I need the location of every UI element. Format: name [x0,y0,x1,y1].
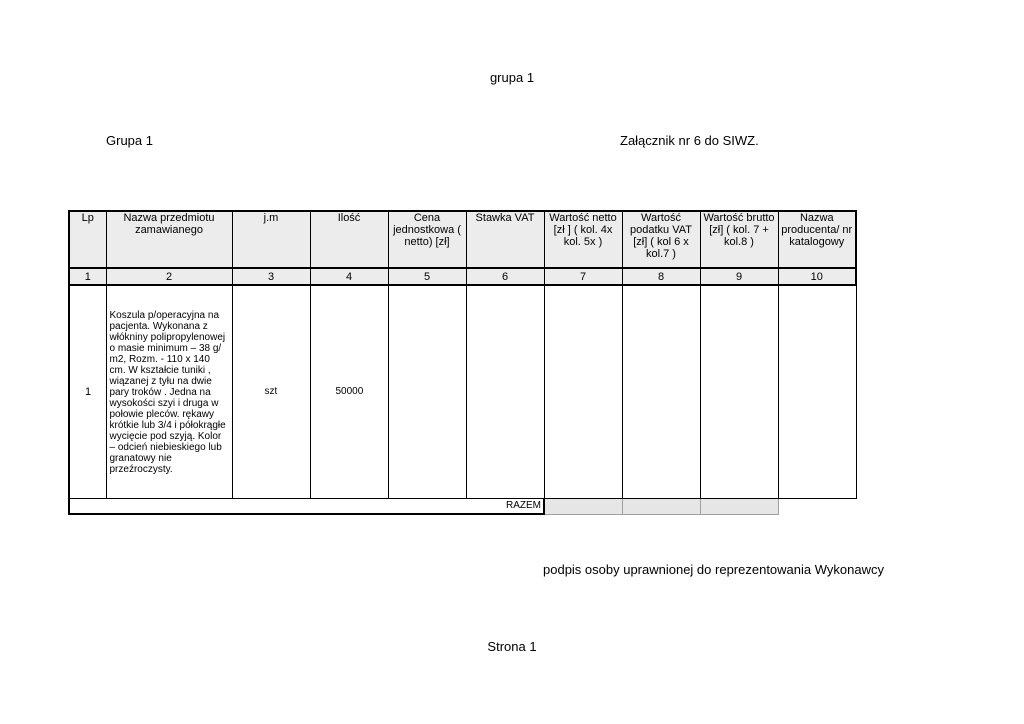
header-cell-quantity: Ilość [310,211,388,268]
row-lp-cell: 1 [69,285,106,499]
header-cell-unit: j.m [232,211,310,268]
column-number: 6 [466,268,544,285]
column-number: 5 [388,268,466,285]
column-number: 3 [232,268,310,285]
header-cell-vat-value: Wartość podatku VAT [zł] ( kol 6 x kol.7 ) [622,211,700,268]
column-number: 4 [310,268,388,285]
page-header-title: grupa 1 [489,70,535,85]
row-net-value-cell [544,285,622,499]
header-cell-name: Nazwa przedmiotu zamawianego [106,211,232,268]
row-vat-value-cell [622,285,700,499]
table-header-row [69,211,856,268]
total-net-cell [544,499,622,515]
group-label: Grupa 1 [106,133,153,148]
header-cell-unit-price: Cena jednostkowa ( netto) [zł] [388,211,466,268]
column-number-row [69,268,856,285]
header-cell-net-value: Wartość netto [zł ] ( kol. 4x kol. 5x ) [544,211,622,268]
header-cell-vat-rate: Stawka VAT [466,211,544,268]
row-name-cell: Koszula p/operacyjna na pacjenta. Wykonana z włókniny polipropylenowej o masie minimum – 38 g/ m2, Rozm. - 110 x 140 cm. W kształcie tuniki , wiązanej z tyłu na dwie pary troków . Jedna na wysokości szyi i druga w połowie pleców. rękawy krótkie lub 3/4 i półokrągłe wycięcie pod szyją. Kolor – odcień niebieskiego lub granatowy nie przeźroczysty. [106,285,232,499]
header-cell-lp: Lp [69,211,106,268]
row-vat-rate-cell [466,285,544,499]
total-gross-cell [700,499,778,515]
column-number: 2 [106,268,232,285]
header-cell-producer: Nazwa producenta/ nr katalogowy [778,211,856,268]
column-number: 9 [700,268,778,285]
row-unit-price-cell [388,285,466,499]
header-cell-gross-value: Wartość brutto [zł] ( kol. 7 + kol.8 ) [700,211,778,268]
row-unit-cell: szt [232,285,310,499]
column-number: 10 [778,268,856,285]
page-number: Strona 1 [487,639,537,654]
signature-caption: podpis osoby uprawnionej do reprezentowania Wykonawcy [543,562,884,577]
total-label: RAZEM [69,499,544,515]
row-quantity-cell: 50000 [310,285,388,499]
attachment-label: Załącznik nr 6 do SIWZ. [620,133,759,148]
row-gross-value-cell [700,285,778,499]
total-empty-cell [778,499,856,515]
table-row [69,285,856,499]
offer-table [68,210,857,515]
column-number: 1 [69,268,106,285]
total-vat-cell [622,499,700,515]
column-number: 8 [622,268,700,285]
column-number: 7 [544,268,622,285]
row-producer-cell [778,285,856,499]
total-row [69,499,856,515]
